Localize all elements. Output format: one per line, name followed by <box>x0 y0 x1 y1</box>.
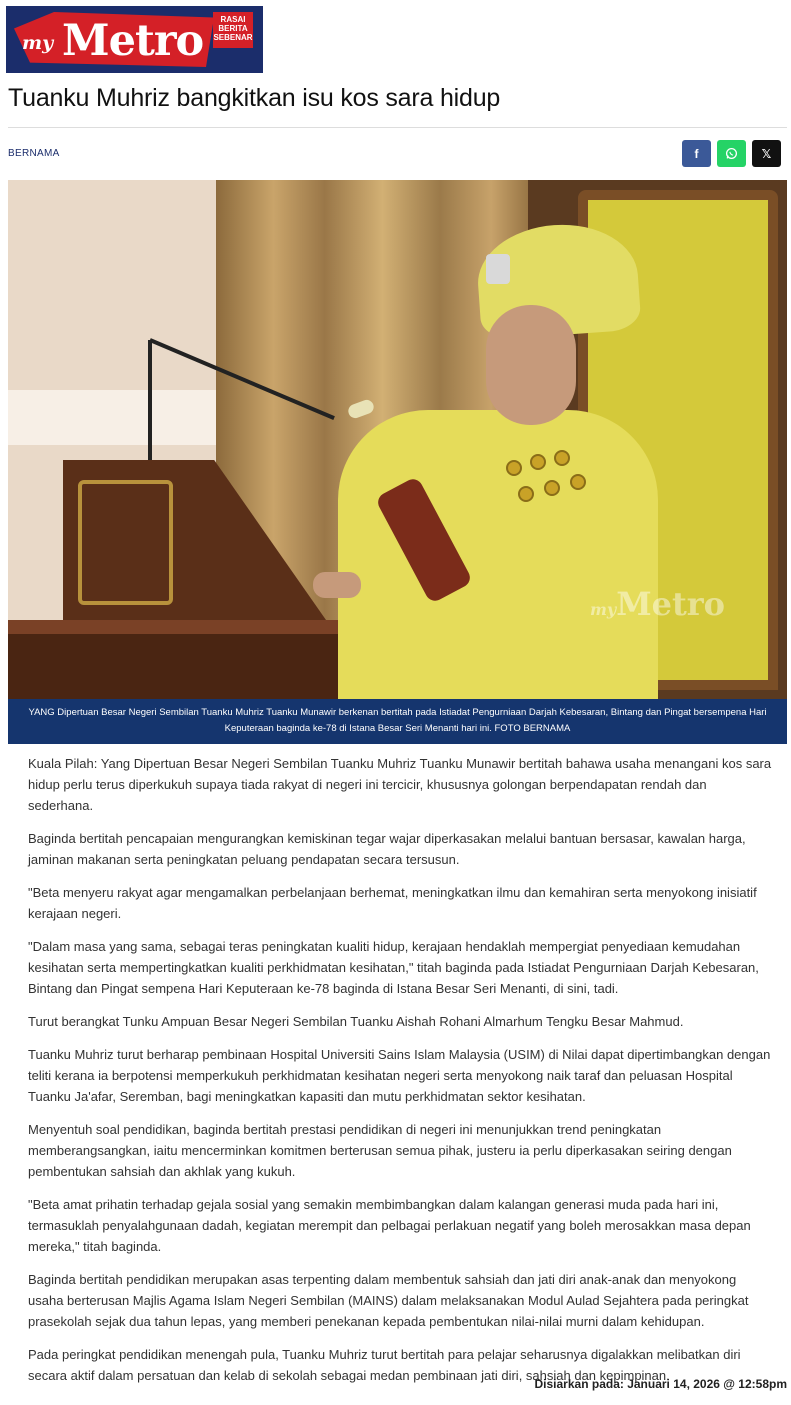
article-paragraph: Baginda bertitah pendidikan merupakan asas terpenting dalam membentuk sahsiah dan jati diri anak-anak dan menyokong usaha berterusan Majlis Agama Islam Negeri Sembilan (MAINS) dalam melaksanakan Modul Aulad Sejahtera pada peringkat prasekolah sejak dua tahun lepas, yang memberi penekanan kepada pembentukan nilai-nilai murni dalam kehidupan. <box>28 1272 749 1329</box>
article-paragraph: Baginda bertitah pencapaian mengurangkan kemiskinan tegar wajar diperkasakan melalui bantuan bersasar, kawalan harga, jaminan makanan serta peningkatan peluang pendapatan secara tersusun. <box>28 831 746 867</box>
article-paragraph: Pada peringkat pendidikan menengah pula, Tuanku Muhriz turut bertitah para pelajar seharusnya digalakkan melibatkan diri secara aktif dalam persatuan dan kelab di sekolah sebagai medan pembinaan jati diri, sahsiah dan kepimpinan. <box>28 1347 741 1383</box>
photo-medal <box>506 460 522 476</box>
logo-tagline <box>213 12 253 48</box>
photo-medal <box>530 454 546 470</box>
article-photo <box>8 180 787 699</box>
share-whatsapp-button[interactable] <box>717 140 746 167</box>
share-facebook-button[interactable] <box>682 140 711 167</box>
article-paragraph: Menyentuh soal pendidikan, baginda bertitah prestasi pendidikan di negeri ini menunjukkan trend peningkatan memberangsangkan, iaitu mencerminkan komitmen berterusan semua pihak, justeru ia perlu diperkasakan seiring dengan pembentukan sahsiah dan akhlak yang kukuh. <box>28 1122 732 1179</box>
article-paragraph: "Beta menyeru rakyat agar mengamalkan perbelanjaan berhemat, meningkatkan ilmu dan kemahiran serta menyokong inisiatif kerajaan negeri. <box>28 885 757 921</box>
logo-tagline-line: SEBENAR <box>213 33 253 42</box>
photo-medal <box>518 486 534 502</box>
logo-tagline-line: RASAI <box>220 15 246 24</box>
photo-medal <box>570 474 586 490</box>
photo-headdress-brooch <box>486 254 510 284</box>
photo-desk-top <box>8 620 358 634</box>
photo-wall-band <box>8 390 228 445</box>
article-source: BERNAMA <box>8 148 60 159</box>
logo-my-text: my <box>22 32 54 54</box>
logo-brand-text: Metro <box>62 16 204 66</box>
whatsapp-icon <box>725 147 738 160</box>
photo-lectern-carving <box>78 480 173 605</box>
x-icon: 𝕏 <box>761 146 772 161</box>
article-paragraph: Turut berangkat Tunku Ampuan Besar Negeri Sembilan Tuanku Aishah Rohani Almarhum Tengku Besar Mahmud. <box>28 1014 684 1029</box>
photo-caption: YANG Dipertuan Besar Negeri Sembilan Tuanku Muhriz Tuanku Munawir berkenan bertitah pada Istiadat Pengurniaan Darjah Kebesaran, Bintang dan Pingat bersempena Hari Keputeraan baginda ke-78 di Istana Besar Seri Menanti hari ini. FOTO BERNAMA <box>8 699 787 744</box>
site-logo[interactable] <box>6 6 263 73</box>
title-divider <box>8 127 787 128</box>
photo-hand <box>313 572 361 598</box>
photo-face <box>486 305 576 425</box>
photo-watermark-my: my <box>590 600 617 619</box>
photo-microphone-stem <box>148 340 152 460</box>
photo-medal <box>544 480 560 496</box>
article-paragraph: Tuanku Muhriz turut berharap pembinaan Hospital Universiti Sains Islam Malaysia (USIM) di Nilai dapat dipertimbangkan dengan teliti kerana ia berpotensi memperkukuh perkhidmatan kesihatan negeri serta menyokong naik taraf dan peluasan Hospital Tuanku Ja'afar, Seremban, bagi meningkatkan kapasiti dan mutu perkhidmatan sektor kesihatan. <box>28 1047 771 1104</box>
share-x-button[interactable] <box>752 140 781 167</box>
article-paragraph: "Beta amat prihatin terhadap gejala sosial yang semakin membimbangkan dalam kalangan generasi muda pada hari ini, termasuklah penyalahgunaan dadah, kegiatan merempit dan pelbagai perlakuan negatif yang boleh merosakkan masa depan mereka," titah baginda. <box>28 1197 751 1254</box>
photo-medals <box>496 450 616 540</box>
photo-watermark-brand: Metro <box>616 585 725 623</box>
photo-watermark <box>590 585 725 623</box>
logo-tagline-line: BERITA <box>218 24 248 33</box>
article-paragraph: Kuala Pilah: Yang Dipertuan Besar Negeri Sembilan Tuanku Muhriz Tuanku Munawir bertitah bahawa usaha menangani kos sara hidup perlu terus diperkukuh supaya tiada rakyat di negeri ini tercicir, khususnya golongan berpendapatan rendah dan sederhana. <box>28 756 772 813</box>
published-timestamp: Disiarkan pada: Januari 14, 2026 @ 12:58pm <box>534 1377 787 1391</box>
article-paragraph: "Dalam masa yang sama, sebagai teras peningkatan kualiti hidup, kerajaan hendaklah mempergiat penyediaan kemudahan kesihatan serta mempertingkatkan kualiti perkhidmatan kesihatan," titah baginda pada Istiadat Pengurniaan Darjah Kebesaran, Bintang dan Pingat sempena Hari Keputeraan ke-78 baginda di Istana Besar Seri Menanti, di sini, tadi. <box>28 939 759 996</box>
facebook-icon: f <box>694 146 699 161</box>
article-body <box>28 753 773 1398</box>
article-title: Tuanku Muhriz bangkitkan isu kos sara hidup <box>8 84 501 112</box>
photo-medal <box>554 450 570 466</box>
